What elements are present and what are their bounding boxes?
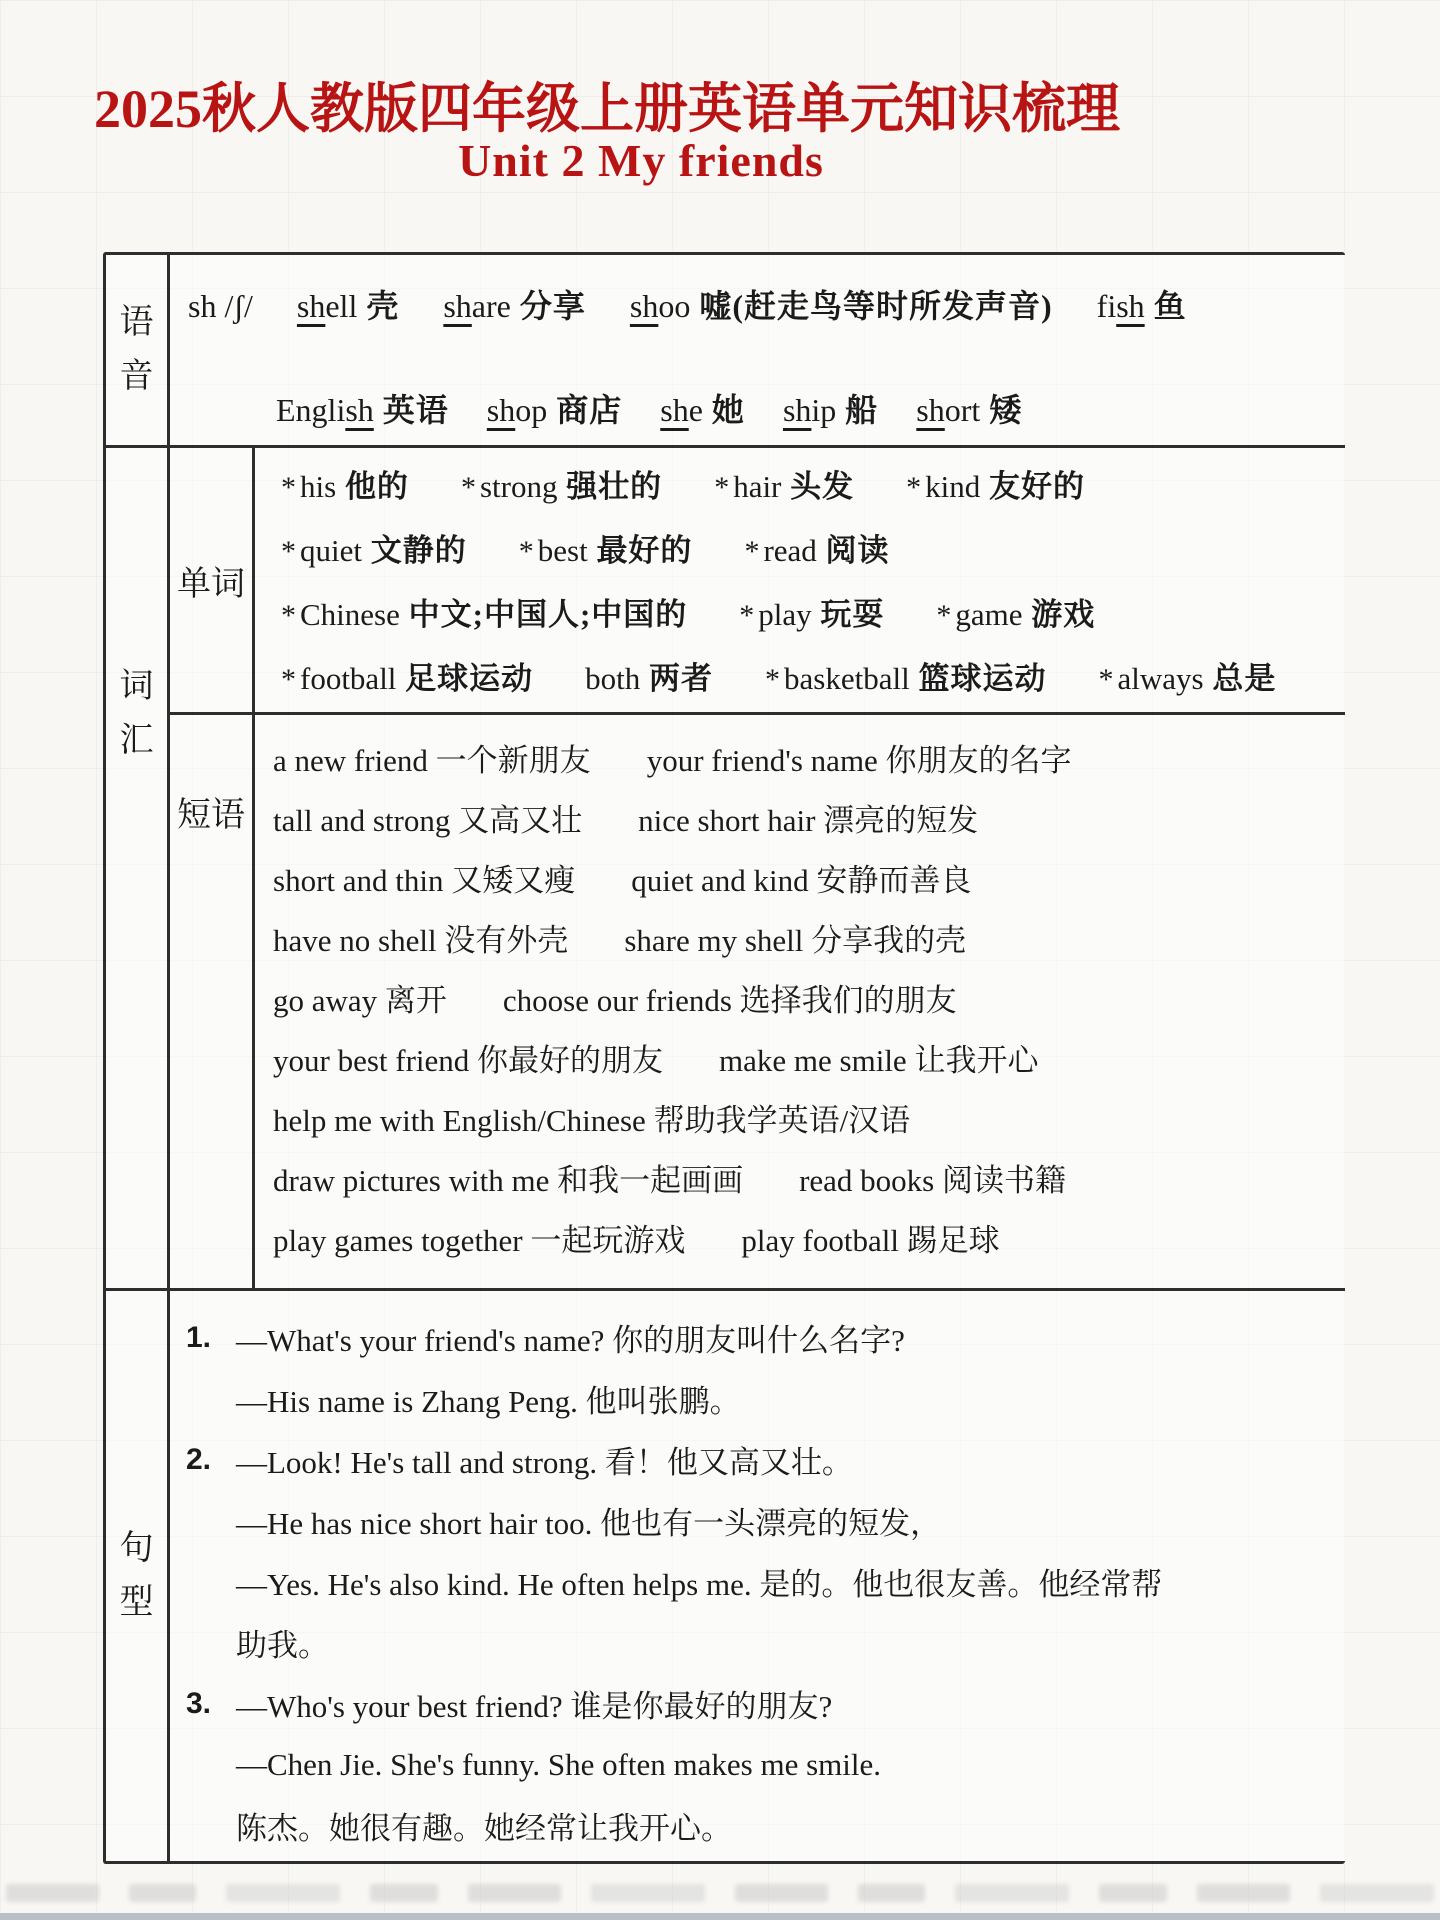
- underlined-digraph: sh: [916, 392, 945, 428]
- sentence-line: [186, 1490, 1335, 1551]
- phrase-item: quiet and kind 安静而善良: [631, 862, 972, 898]
- phrase-item: choose our friends 选择我们的朋友: [502, 982, 957, 1018]
- word-item: [1098, 653, 1276, 698]
- word-en: basketball: [784, 661, 910, 696]
- phrase-line: [273, 1087, 1339, 1147]
- word-zh: 玩耍: [811, 597, 885, 632]
- phrase-line: [273, 727, 1339, 787]
- word-item: [281, 461, 409, 506]
- word-zh: 游戏: [1022, 597, 1096, 632]
- phrase-item: make me smile 让我开心: [719, 1042, 1039, 1078]
- word-item: [906, 461, 1085, 506]
- word-zh: 中文;中国人;中国的: [399, 597, 688, 632]
- underlined-digraph: sh: [345, 392, 374, 428]
- word-item: [714, 461, 854, 506]
- word-item: [519, 525, 693, 570]
- phonics-word-en: short: [916, 392, 981, 428]
- phrase-item: tall and strong 又高又壮: [273, 802, 583, 838]
- scan-bottom-edge: [0, 1913, 1440, 1920]
- word-zh: 足球运动: [396, 661, 534, 696]
- phrase-line: [273, 1027, 1339, 1087]
- phonics-word: [783, 385, 878, 431]
- word-line: [281, 652, 1339, 699]
- word-item: [281, 653, 533, 698]
- phrase-line: [273, 847, 1339, 907]
- page-subtitle: Unit 2 My friends: [458, 135, 824, 186]
- phrase-line: [273, 787, 1339, 847]
- star-mark: *: [765, 663, 781, 696]
- phrase-item: play football 踢足球: [741, 1222, 1000, 1258]
- sentence-number: 1.: [186, 1320, 212, 1354]
- phonics-word: [660, 385, 745, 431]
- phrase-item: a new friend 一个新朋友: [273, 742, 591, 778]
- word-en: football: [300, 661, 397, 696]
- subsection-label-phrases-text: 短语: [177, 797, 245, 834]
- word-en: both: [585, 661, 641, 696]
- star-mark: *: [744, 535, 760, 568]
- phonics-word: [916, 385, 1022, 431]
- sentence-line: [186, 1795, 1335, 1856]
- underlined-digraph: sh: [486, 392, 516, 428]
- phonics-word-en: fish: [1096, 288, 1145, 324]
- sentence-text: —His name is Zhang Peng. 他叫张鹏。: [236, 1384, 741, 1419]
- word-en: strong: [479, 469, 558, 504]
- page-title: 2025秋人教版四年级上册英语单元知识梳理: [94, 79, 1120, 139]
- section-label-phonics: [106, 255, 170, 448]
- star-mark: *: [281, 535, 296, 568]
- phrase-item: draw pictures with me 和我一起画画: [273, 1162, 744, 1198]
- sentence-line: [186, 1551, 1335, 1612]
- phonics-word-zh: 鱼: [1144, 288, 1187, 324]
- word-zh: 总是: [1203, 661, 1277, 696]
- word-zh: 最好的: [587, 533, 693, 568]
- phrase-item: your friend's name 你朋友的名字: [646, 742, 1072, 778]
- word-item: [739, 589, 884, 634]
- phonics-word: [487, 385, 622, 431]
- word-zh: 友好的: [980, 469, 1086, 504]
- word-en: always: [1117, 661, 1204, 696]
- sentences-content: [170, 1291, 1345, 1861]
- subsection-label-phrases: [170, 715, 255, 1291]
- section-label-sentences: [106, 1291, 170, 1861]
- word-line: [281, 460, 1339, 507]
- star-mark: *: [281, 663, 296, 696]
- phrase-item: play games together 一起玩游戏: [273, 1222, 686, 1258]
- star-mark: *: [739, 599, 755, 632]
- phonics-word-en: English: [276, 392, 374, 428]
- phonics-word: [443, 281, 586, 327]
- phrase-line: [273, 907, 1339, 967]
- phonics-word-zh: 她: [702, 392, 745, 428]
- phonics-word-zh: 商店: [547, 392, 623, 428]
- sentence-text: 陈杰。她很有趣。她经常让我开心。: [236, 1811, 732, 1846]
- sentence-text: —Chen Jie. She's funny. She often makes me smile.: [236, 1746, 882, 1782]
- star-mark: *: [281, 471, 296, 504]
- word-zh: 篮球运动: [909, 661, 1047, 696]
- star-mark: *: [518, 535, 534, 568]
- phonics-sound: sh /ʃ/: [188, 288, 253, 324]
- underlined-digraph: sh: [629, 288, 659, 324]
- phrase-item: share my shell 分享我的壳: [624, 922, 967, 958]
- sentence-text: —Who's your best friend? 谁是你最好的朋友?: [236, 1689, 833, 1724]
- knowledge-summary-table: [103, 252, 1345, 1864]
- subsection-label-words-text: 单词: [177, 565, 245, 603]
- word-zh: 阅读: [816, 533, 890, 568]
- phrases-content: [255, 715, 1345, 1291]
- sentence-text: —Look! He's tall and strong. 看！他又高又壮。: [236, 1445, 853, 1480]
- sentence-text: —He has nice short hair too. 他也有一头漂亮的短发，: [236, 1506, 942, 1541]
- word-line: [281, 588, 1339, 635]
- phonics-word: [276, 385, 449, 431]
- underlined-digraph: sh: [443, 288, 472, 324]
- sentence-number: 3.: [186, 1686, 212, 1720]
- underlined-digraph: sh: [1116, 288, 1145, 324]
- words-content: [255, 448, 1345, 715]
- word-en: kind: [925, 469, 981, 504]
- section-label-phonics-text: 语音: [119, 303, 154, 395]
- phonics-word-en: she: [660, 392, 703, 428]
- phonics-word: [297, 281, 399, 327]
- word-en: game: [955, 597, 1023, 632]
- star-mark: *: [936, 599, 952, 632]
- word-line: [281, 524, 1339, 571]
- word-zh: 强壮的: [557, 469, 663, 504]
- phonics-content: [170, 255, 1345, 448]
- sentence-line: [186, 1673, 1335, 1734]
- section-label-vocab: [106, 448, 170, 1291]
- star-mark: *: [906, 471, 922, 504]
- phrase-item: read books 阅读书籍: [799, 1162, 1066, 1198]
- sentence-line: [186, 1307, 1335, 1368]
- sentence-line: [186, 1612, 1335, 1673]
- star-mark: *: [1098, 663, 1114, 696]
- phonics-word: [1097, 281, 1187, 327]
- underlined-digraph: sh: [782, 392, 812, 428]
- phrase-item: nice short hair 漂亮的短发: [638, 802, 979, 838]
- star-mark: *: [460, 471, 476, 504]
- sentence-text: —Yes. He's also kind. He often helps me. 是的。他也很友善。他经常帮: [236, 1567, 1163, 1602]
- phonics-word-zh: 壳: [357, 288, 400, 324]
- sentence-line: [186, 1734, 1335, 1795]
- phonics-word-en: shoo: [629, 288, 691, 324]
- phonics-word-zh: 船: [836, 392, 879, 428]
- underlined-digraph: sh: [296, 288, 326, 324]
- word-item: [765, 653, 1046, 698]
- phonics-word-zh: 分享: [510, 288, 586, 324]
- phonics-word-en: share: [443, 288, 511, 324]
- word-item: [281, 525, 467, 570]
- sentence-line: [186, 1429, 1335, 1490]
- underlined-digraph: sh: [660, 392, 689, 428]
- phonics-word-zh: 矮: [980, 392, 1023, 428]
- word-item: [585, 653, 713, 698]
- word-item: [281, 589, 687, 634]
- phrase-item: your best friend 你最好的朋友: [273, 1042, 664, 1078]
- phrase-item: go away 离开: [273, 982, 447, 1018]
- word-zh: 他的: [336, 469, 409, 504]
- word-item: [461, 461, 662, 506]
- word-en: his: [300, 469, 337, 504]
- phonics-word-zh: 英语: [373, 392, 449, 428]
- word-item: [936, 589, 1095, 634]
- phonics-word-en: shop: [486, 392, 548, 428]
- word-zh: 文静的: [362, 533, 467, 568]
- phrase-line: [273, 967, 1339, 1027]
- phrase-item: have no shell 没有外壳: [273, 922, 569, 958]
- word-en: read: [763, 533, 817, 568]
- star-mark: *: [714, 471, 730, 504]
- phonics-word: [630, 281, 1053, 327]
- section-label-sentences-text: 句型: [119, 1529, 154, 1621]
- word-zh: 两者: [640, 661, 714, 696]
- phrase-item: short and thin 又矮又瘦: [273, 862, 576, 898]
- phrase-line: [273, 1147, 1339, 1207]
- phonics-word-en: shell: [296, 288, 358, 324]
- word-en: Chinese: [300, 597, 400, 632]
- phrase-item: help me with English/Chinese 帮助我学英语/汉语: [273, 1102, 911, 1138]
- phonics-word-en: ship: [782, 392, 837, 428]
- word-en: quiet: [300, 533, 362, 568]
- sentence-text: —What's your friend's name? 你的朋友叫什么名字?: [236, 1323, 905, 1358]
- word-en: best: [537, 533, 588, 568]
- word-en: hair: [733, 469, 782, 504]
- word-en: play: [758, 597, 812, 632]
- sentence-line: [186, 1368, 1335, 1429]
- next-section-cutoff: [6, 1882, 1434, 1904]
- word-item: [744, 525, 889, 570]
- subsection-label-words: [170, 448, 255, 715]
- section-label-vocab-text: 词汇: [119, 668, 154, 760]
- phonics-line-2: [276, 385, 1337, 433]
- word-zh: 头发: [781, 469, 855, 504]
- star-mark: *: [281, 599, 296, 632]
- phonics-word-zh: 嘘(赶走鸟等时所发声音): [690, 288, 1053, 324]
- sentence-number: 2.: [186, 1442, 212, 1476]
- phrase-line: [273, 1207, 1339, 1267]
- phonics-line-1: [188, 281, 1337, 329]
- sentence-text: 助我。: [236, 1628, 329, 1663]
